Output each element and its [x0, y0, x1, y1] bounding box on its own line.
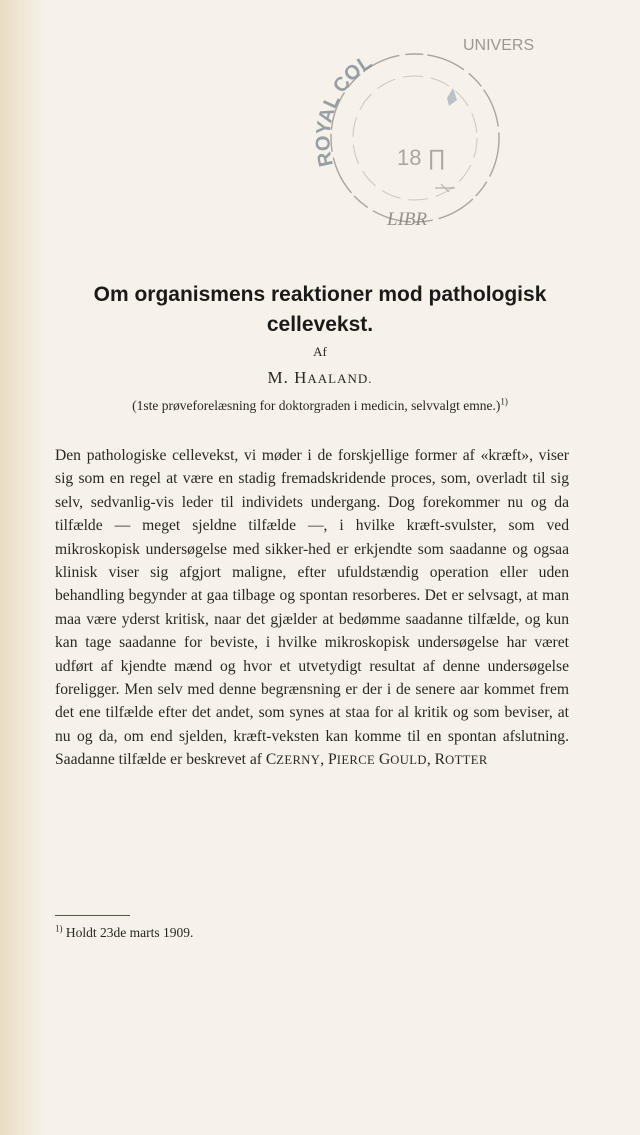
footnote-marker: 1)	[55, 923, 63, 934]
body-paragraph-text: Den pathologiske cellevekst, vi møder i de forskjellige former af «kræft», viser sig som en regel at være en stadig fremadskridende proces, som, overladt til sig selv, sedvanlig-vis leder til individets undergang. Dog forekommer nu og da tilfælde — meget sjeldne tilfælde —, i hvilke kræft-svulster, som ved mikroskopisk undersøgelse med sikker-hed er erkjendte som saadanne og ogsaa klinisk viser sig afgjort maligne, efter ufuldstændig operation eller uden behandling begynder at gaa tilbage og spontan resorberes. Det er selvsagt, at man maa være yderst kritisk, naar det gjælder at bedømme saadanne tilfælde, og kun kan tage saadanne for beviste, i hvilke mikroskopisk undersøgelse har været udført af kjendte mænd og hvor et utvetydigt resultat af denne undersøgelse foreligger. Men selv med denne begrænsning er der i de senere aar kommet frem det ene tilfælde efter det andet, som synes at staa for al kritik og som beviser, at nu og da, om end sjelden, kræft-veksten kan komme til en spontan afslutning. Saadanne tilfælde er beskrevet af	[55, 447, 569, 769]
document-title	[40, 280, 600, 340]
author-smallcaps: AALAND.	[307, 371, 373, 386]
stamp-center-text: 18 ∏	[397, 145, 446, 170]
footnote-rule	[55, 915, 130, 916]
library-stamp	[295, 20, 535, 240]
stamp-top-text: UNIVERS	[463, 37, 535, 54]
stamp-arc-text	[312, 51, 376, 169]
stamp-crest-icon	[447, 88, 457, 106]
author-name-rotter: ROTTER	[434, 751, 488, 769]
title-line-2: cellevekst.	[266, 313, 374, 336]
stamp-ornament-icon	[435, 184, 455, 192]
stamp-arc-left: ROYAL COL	[312, 51, 376, 169]
stamp-bottom-text: LIBR	[387, 209, 428, 230]
lecture-note-marker: 1)	[500, 396, 508, 407]
author-name-gould: GOULD	[379, 751, 427, 769]
footnote-text: Holdt 23de marts 1909.	[65, 925, 194, 940]
body-paragraph	[55, 444, 569, 773]
title-line-1: Om organismens reaktioner mod pathologisk	[93, 283, 547, 306]
author-name	[0, 368, 640, 388]
stamp-inner-ring	[353, 76, 477, 200]
lecture-note	[0, 398, 640, 414]
lecture-note-text: (1ste prøveforelæsning for doktorgraden i medicin, selvvalgt emne.)	[132, 398, 501, 413]
author-initial: M. H	[267, 368, 308, 387]
byline-af: Af	[313, 344, 327, 359]
page-binding-edge	[0, 0, 46, 1135]
footnote	[55, 925, 193, 941]
names-separator: ,	[426, 751, 435, 769]
names-separator: ,	[320, 751, 329, 769]
author-name-pierce: PIERCE	[328, 751, 376, 769]
author-name-czerny: CZERNY	[265, 751, 321, 769]
